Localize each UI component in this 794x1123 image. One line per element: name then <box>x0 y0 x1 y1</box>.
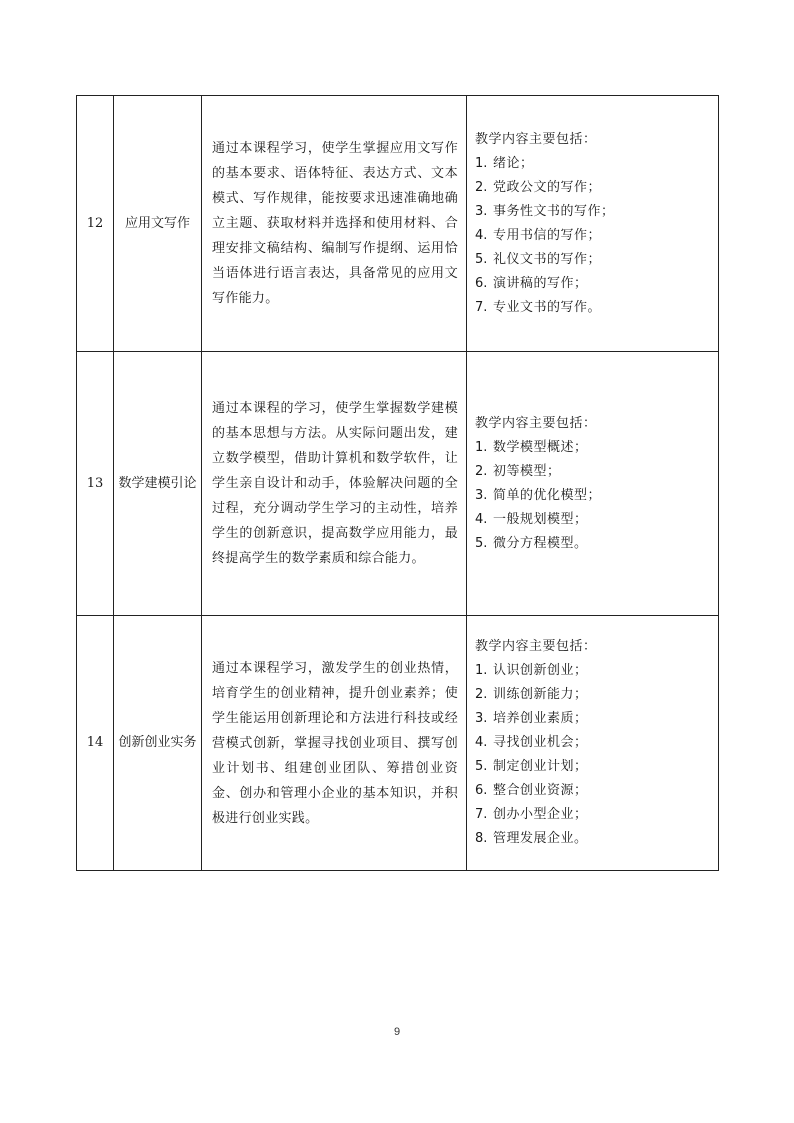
list-item <box>475 779 710 803</box>
table-row <box>77 616 719 871</box>
list-item <box>475 484 710 508</box>
list-item <box>475 152 710 176</box>
course-content-cell <box>467 616 719 871</box>
list-item <box>475 248 710 272</box>
list-item <box>475 707 710 731</box>
item-number: 4. <box>475 735 488 750</box>
item-number: 2. <box>475 179 488 195</box>
item-text: 专用书信的写作； <box>493 227 602 243</box>
page-number: 9 <box>393 1026 401 1038</box>
item-number: 6. <box>475 783 488 798</box>
table-row <box>77 352 719 616</box>
course-content-cell <box>467 352 719 616</box>
item-text: 演讲稿的写作； <box>493 275 588 291</box>
item-number: 2. <box>475 463 488 479</box>
course-number: 14 <box>77 616 114 871</box>
list-item <box>475 827 710 851</box>
list-item <box>475 460 710 484</box>
course-goal-cell <box>202 352 467 616</box>
item-text: 寻找创业机会； <box>493 735 588 750</box>
item-number: 5. <box>475 535 488 551</box>
item-number: 6. <box>475 275 488 291</box>
item-text: 训练创新能力； <box>493 687 588 702</box>
list-item <box>475 803 710 827</box>
item-number: 3. <box>475 487 488 503</box>
item-text: 事务性文书的写作； <box>493 203 615 219</box>
course-goal: 通过本课程学习，使学生掌握应用文写作的基本要求、语体特征、表达方式、文本模式、写作规律，能按要求迅速准确地确立主题、获取材料并选择和使用材料、合理安排文稿结构、编制写作提纲、运用恰当语体进行语言表达，具备常见的应用文写作能力。 <box>212 141 458 306</box>
item-number: 1. <box>475 439 488 455</box>
content-intro: 教学内容主要包括： <box>475 415 597 431</box>
item-text: 绪论； <box>493 155 534 171</box>
item-text: 管理发展企业。 <box>493 831 588 846</box>
table-row <box>77 96 719 352</box>
item-text: 简单的优化模型； <box>493 487 602 503</box>
item-text: 礼仪文书的写作； <box>493 251 602 267</box>
item-number: 2. <box>475 687 488 702</box>
list-item <box>475 436 710 460</box>
list-item <box>475 272 710 296</box>
item-number: 3. <box>475 203 488 219</box>
item-number: 4. <box>475 511 488 527</box>
course-number: 13 <box>77 352 114 616</box>
list-item <box>475 755 710 779</box>
content-list <box>467 128 718 320</box>
item-text: 一般规划模型； <box>493 511 588 527</box>
course-number: 12 <box>77 96 114 352</box>
course-name: 应用文写作 <box>114 96 202 352</box>
list-item <box>475 508 710 532</box>
item-text: 党政公文的写作； <box>493 179 602 195</box>
list-item <box>475 200 710 224</box>
item-text: 制定创业计划； <box>493 759 588 774</box>
course-goal: 通过本课程的学习，使学生掌握数学建模的基本思想与方法。从实际问题出发，建立数学模型，借助计算机和数学软件，让学生亲自设计和动手，体验解决问题的全过程，充分调动学生学习的主动性，培养学生的创新意识，提高数学应用能力，最终提高学生的数学素质和综合能力。 <box>212 401 458 566</box>
item-text: 创办小型企业； <box>493 807 588 822</box>
item-text: 初等模型； <box>493 463 561 479</box>
list-item <box>475 731 710 755</box>
content-list <box>467 635 718 851</box>
item-number: 3. <box>475 711 488 726</box>
list-item <box>475 224 710 248</box>
item-number: 4. <box>475 227 488 243</box>
item-text: 培养创业素质； <box>493 711 588 726</box>
item-number: 5. <box>475 759 488 774</box>
course-goal-cell <box>202 96 467 352</box>
item-number: 7. <box>475 807 488 822</box>
course-content-cell <box>467 96 719 352</box>
item-number: 1. <box>475 155 488 171</box>
content-intro: 教学内容主要包括： <box>475 639 597 654</box>
course-goal: 通过本课程学习，激发学生的创业热情，培育学生的创业精神，提升创业素养；使学生能运用创新理论和方法进行科技或经营模式创新，掌握寻找创业项目、撰写创业计划书、组建创业团队、筹措创业资金、创办和管理小企业的基本知识，并积极进行创业实践。 <box>212 660 458 826</box>
content-intro: 教学内容主要包括： <box>475 131 597 147</box>
item-number: 8. <box>475 831 488 846</box>
course-name: 创新创业实务 <box>114 616 202 871</box>
item-number: 1. <box>475 663 488 678</box>
list-item <box>475 296 710 320</box>
course-table <box>76 95 719 871</box>
content-list <box>467 412 718 556</box>
course-name: 数学建模引论 <box>114 352 202 616</box>
item-text: 认识创新创业； <box>493 663 588 678</box>
item-number: 7. <box>475 299 488 315</box>
item-number: 5. <box>475 251 488 267</box>
item-text: 专业文书的写作。 <box>493 299 602 315</box>
list-item <box>475 683 710 707</box>
list-item <box>475 176 710 200</box>
course-goal-cell <box>202 616 467 871</box>
item-text: 整合创业资源； <box>493 783 588 798</box>
list-item <box>475 659 710 683</box>
item-text: 数学模型概述； <box>493 439 588 455</box>
item-text: 微分方程模型。 <box>493 535 588 551</box>
list-item <box>475 532 710 556</box>
